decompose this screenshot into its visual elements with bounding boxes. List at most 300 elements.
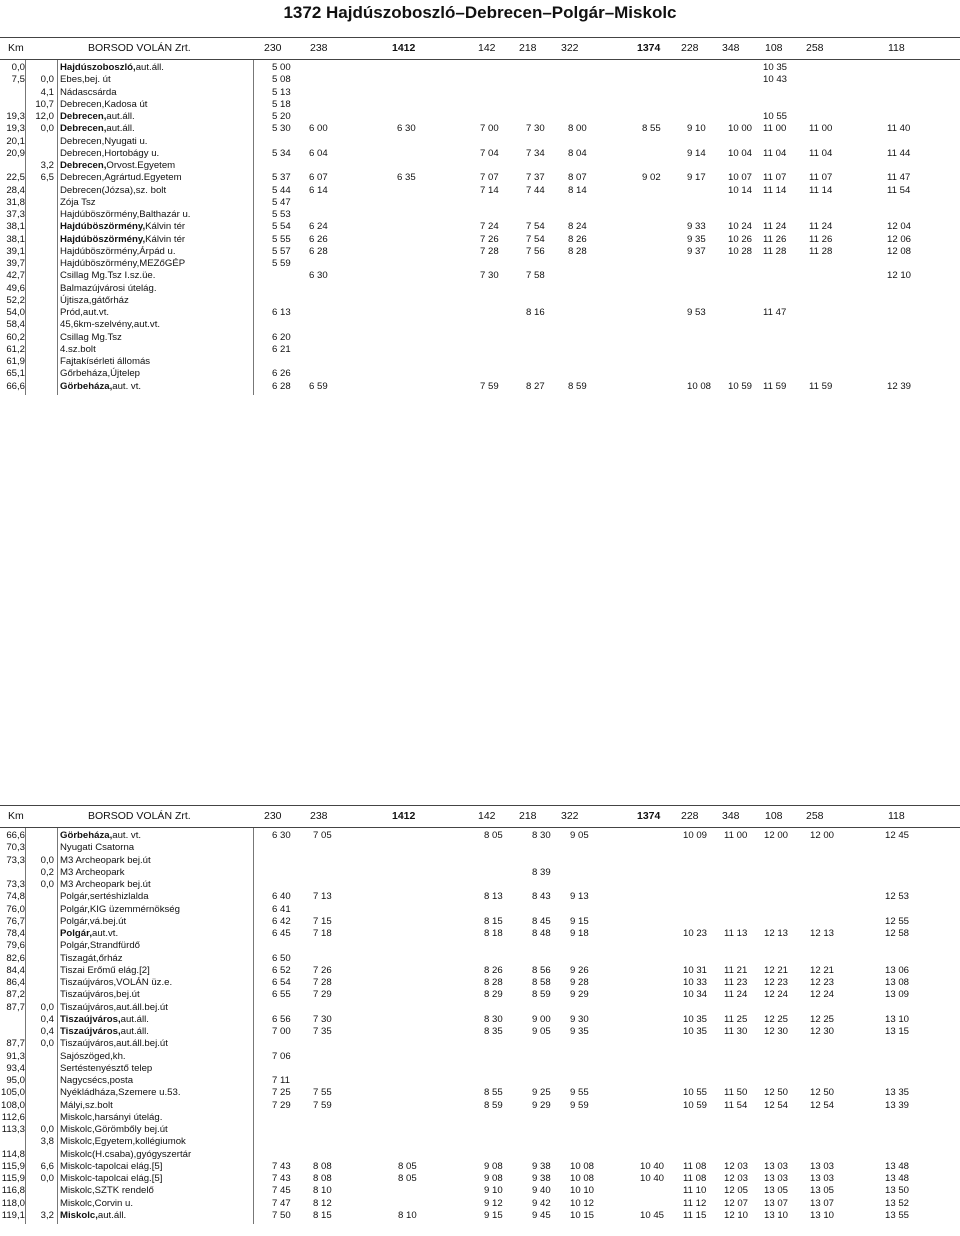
departure-time: 8 13 xyxy=(484,891,503,903)
departure-time: 9 13 xyxy=(570,891,589,903)
stop-name-main: Miskolc,SZTK rendelő xyxy=(60,1185,154,1197)
departure-time: 6 07 xyxy=(309,172,328,184)
departure-time: 11 08 xyxy=(683,1160,707,1172)
departure-time: 6 40 xyxy=(272,891,291,903)
column-divider xyxy=(25,828,26,1224)
departure-time: 10 09 xyxy=(683,830,708,841)
km-value: 115,9 xyxy=(1,1160,25,1172)
table-row xyxy=(0,1002,960,1014)
departure-time: 8 59 xyxy=(568,380,587,392)
departure-time: 10 40 xyxy=(640,1173,665,1184)
departure-time: 6 20 xyxy=(272,331,291,343)
departure-time: 7 29 xyxy=(313,989,332,1001)
departure-time: 6 04 xyxy=(309,147,328,159)
departure-time: 8 27 xyxy=(526,380,545,392)
table-row xyxy=(0,99,960,111)
departure-time: 11 24 xyxy=(763,221,787,233)
km-value: 60,2 xyxy=(6,331,25,343)
stop-name xyxy=(60,258,185,270)
column-divider xyxy=(57,60,58,395)
stop-name-main: Tiszagát,őrház xyxy=(60,952,123,964)
km-value: 70,3 xyxy=(6,842,25,854)
departure-time: 12 30 xyxy=(764,1026,789,1037)
stop-name xyxy=(60,1038,168,1050)
departure-time: 7 15 xyxy=(313,915,332,927)
departure-time: 7 28 xyxy=(480,245,499,257)
departure-time: 8 26 xyxy=(484,964,503,976)
departure-time: 8 43 xyxy=(532,891,551,903)
stop-name-main: Miskolc,Corvin u. xyxy=(60,1197,134,1209)
km-value: 39,1 xyxy=(6,245,25,257)
stop-name-main: Miskolc-tapolcai elág.[5] xyxy=(60,1160,163,1172)
departure-time: 13 10 xyxy=(885,1013,910,1025)
departure-time: 11 23 xyxy=(724,977,748,988)
departure-time: 11 40 xyxy=(887,123,911,135)
departure-time: 7 28 xyxy=(313,977,332,988)
departure-time: 9 42 xyxy=(532,1197,551,1209)
departure-time: 6 56 xyxy=(272,1013,291,1025)
departure-time: 8 18 xyxy=(484,928,503,939)
stop-name xyxy=(60,1210,126,1222)
departure-time: 7 30 xyxy=(526,123,545,135)
departure-time: 6 30 xyxy=(309,270,328,282)
table-row xyxy=(0,916,960,928)
departure-time: 10 59 xyxy=(683,1099,708,1111)
stop-name-detail: aut. vt. xyxy=(112,830,142,841)
stop-name-main: Debrecen(Józsa),sz. bolt xyxy=(60,184,167,196)
trip-number-header: 218 xyxy=(519,42,537,54)
departure-time: 9 17 xyxy=(687,172,706,184)
departure-time: 12 39 xyxy=(887,380,912,392)
stop-name xyxy=(60,953,123,965)
stop-name-detail: aut.áll. xyxy=(135,62,164,73)
stop-name xyxy=(60,319,160,331)
table-row xyxy=(0,1038,960,1050)
km-value: 116,8 xyxy=(1,1185,25,1197)
departure-time: 9 12 xyxy=(484,1197,503,1209)
stop-name-main: Debrecen, xyxy=(60,111,107,122)
stop-name xyxy=(60,1100,113,1112)
stop-name-detail: aut.áll. xyxy=(106,123,135,135)
stop-name xyxy=(60,1185,154,1197)
departure-time: 12 23 xyxy=(764,977,789,988)
trip-number-header: 322 xyxy=(561,810,579,822)
departure-time: 8 14 xyxy=(568,184,587,196)
table-body xyxy=(0,60,960,395)
departure-time: 13 52 xyxy=(885,1197,910,1209)
stop-name-main: Görbeháza, xyxy=(60,830,113,841)
table-row xyxy=(0,879,960,891)
departure-time: 9 59 xyxy=(570,1099,589,1111)
departure-time: 11 25 xyxy=(724,1013,748,1025)
km-branch-value: 0,0 xyxy=(40,1124,54,1135)
departure-time: 8 39 xyxy=(532,866,551,878)
departure-time: 10 45 xyxy=(640,1209,665,1221)
table-row xyxy=(0,867,960,879)
departure-time: 7 04 xyxy=(480,147,499,159)
stop-name xyxy=(60,1087,181,1099)
trip-number-header: 258 xyxy=(806,810,824,822)
km-value: 42,7 xyxy=(6,270,25,282)
departure-time: 9 38 xyxy=(532,1160,551,1172)
stop-name-detail: Orvost.Egyetem xyxy=(106,160,176,171)
stop-name xyxy=(60,283,157,295)
departure-time: 8 08 xyxy=(313,1173,332,1184)
trip-number-header: 322 xyxy=(561,42,579,54)
departure-time: 13 08 xyxy=(885,977,910,988)
departure-time: 6 26 xyxy=(309,233,328,245)
departure-time: 12 58 xyxy=(885,928,910,939)
departure-time: 7 58 xyxy=(526,270,545,282)
departure-time: 10 00 xyxy=(728,123,753,135)
stop-name-main: Miskolc,harsányi útelág. xyxy=(60,1111,163,1123)
stop-name xyxy=(60,855,151,867)
table-header xyxy=(0,805,960,828)
table-row xyxy=(0,185,960,197)
trip-number-header: 108 xyxy=(765,810,783,822)
stop-name xyxy=(60,209,190,221)
departure-time: 8 30 xyxy=(532,830,551,841)
column-divider xyxy=(25,60,26,395)
table-row xyxy=(0,270,960,282)
departure-time: 11 07 xyxy=(763,172,787,184)
km-value: 84,4 xyxy=(6,964,25,976)
departure-time: 8 05 xyxy=(484,830,503,841)
departure-time: 11 54 xyxy=(887,184,911,196)
stop-name-main: Nagycsécs,posta xyxy=(60,1075,134,1086)
stop-name xyxy=(60,989,140,1001)
stop-name xyxy=(60,332,122,344)
stop-name xyxy=(60,1112,162,1124)
trip-number-header: 228 xyxy=(681,42,699,54)
km-value: 87,7 xyxy=(6,1001,25,1013)
departure-time: 12 07 xyxy=(724,1197,749,1209)
stop-name-main: Gőrbeháza,Újtelep xyxy=(60,368,140,380)
departure-time: 11 04 xyxy=(809,147,833,159)
trip-number-header: 228 xyxy=(681,810,699,822)
stop-name-detail: aut.áll. xyxy=(97,1209,127,1221)
table-row xyxy=(0,1161,960,1173)
stop-name xyxy=(60,1173,162,1185)
stop-name xyxy=(60,246,176,258)
departure-time: 13 07 xyxy=(764,1197,789,1209)
departure-time: 9 40 xyxy=(532,1185,551,1197)
departure-time: 9 18 xyxy=(570,928,589,939)
departure-time: 6 00 xyxy=(309,123,328,135)
departure-time: 5 59 xyxy=(272,258,291,269)
stop-name xyxy=(60,381,141,393)
stop-name xyxy=(60,99,147,111)
departure-time: 9 29 xyxy=(570,989,589,1001)
departure-time: 6 45 xyxy=(272,928,291,939)
stop-name xyxy=(60,1136,186,1148)
departure-time: 6 42 xyxy=(272,915,291,927)
departure-time: 12 05 xyxy=(724,1185,749,1197)
stop-name-main: Sajószöged,kh. xyxy=(60,1050,126,1062)
departure-time: 10 08 xyxy=(687,380,712,392)
stop-name xyxy=(60,62,164,74)
departure-time: 11 30 xyxy=(724,1026,748,1037)
trip-number-header: 118 xyxy=(888,42,905,54)
stop-name-main: Csillag Mg.Tsz I.sz.üe. xyxy=(60,270,156,282)
departure-time: 12 03 xyxy=(724,1160,749,1172)
table-row xyxy=(0,830,960,842)
stop-name xyxy=(60,185,166,197)
departure-time: 7 14 xyxy=(480,184,499,196)
departure-time: 10 33 xyxy=(683,977,708,988)
stop-name-main: Nyékládháza,Szemere u.53. xyxy=(60,1087,181,1099)
departure-time: 6 26 xyxy=(272,368,291,380)
departure-time: 11 44 xyxy=(887,147,911,159)
km-branch-value: 0,0 xyxy=(40,879,54,890)
km-branch-value: 0,0 xyxy=(40,74,54,86)
stop-name xyxy=(60,123,135,135)
departure-time: 7 11 xyxy=(272,1075,290,1086)
km-value: 22,5 xyxy=(6,172,25,184)
trip-number-header: 238 xyxy=(310,42,328,54)
departure-time: 11 59 xyxy=(809,380,833,392)
column-divider xyxy=(253,828,254,1224)
departure-time: 6 50 xyxy=(272,952,291,964)
stop-name xyxy=(60,1063,152,1075)
table-row xyxy=(0,1087,960,1099)
departure-time: 10 08 xyxy=(570,1160,595,1172)
departure-time: 5 30 xyxy=(272,123,291,135)
table-row xyxy=(0,1075,960,1087)
departure-time: 8 35 xyxy=(484,1026,503,1037)
trip-number-header: 230 xyxy=(264,810,282,822)
departure-time: 12 25 xyxy=(764,1013,789,1025)
departure-time: 9 10 xyxy=(484,1185,503,1197)
departure-time: 8 04 xyxy=(568,147,587,159)
km-value: 49,6 xyxy=(6,282,25,294)
departure-time: 10 26 xyxy=(728,233,753,245)
departure-time: 12 04 xyxy=(887,221,912,233)
stop-name-main: Csillag Mg.Tsz xyxy=(60,331,122,343)
stop-name xyxy=(60,148,159,160)
departure-time: 5 08 xyxy=(272,74,291,86)
departure-time: 9 28 xyxy=(570,977,589,988)
departure-time: 12 13 xyxy=(764,928,789,939)
stop-name xyxy=(60,270,155,282)
departure-time: 11 26 xyxy=(763,233,787,245)
departure-time: 6 28 xyxy=(272,380,291,392)
stop-name-main: Zója Tsz xyxy=(60,196,96,208)
km-value: 65,1 xyxy=(6,368,25,380)
table-row xyxy=(0,197,960,209)
departure-time: 8 10 xyxy=(313,1185,332,1197)
departure-time: 7 26 xyxy=(313,964,332,976)
stop-name-main: Debrecen,Nyugati u. xyxy=(60,135,148,147)
table-row xyxy=(0,246,960,258)
stop-name xyxy=(60,879,151,891)
km-value: 86,4 xyxy=(6,977,25,988)
stop-name xyxy=(60,172,182,184)
departure-time: 7 34 xyxy=(526,147,545,159)
stop-name-main: Tiszaújváros,VOLÁN üz.e. xyxy=(60,977,173,988)
stop-name xyxy=(60,307,109,319)
departure-time: 10 55 xyxy=(763,111,788,122)
stop-name xyxy=(60,368,140,380)
table-row xyxy=(0,221,960,233)
km-value: 38,1 xyxy=(6,221,25,233)
departure-time: 11 24 xyxy=(724,989,748,1001)
departure-time: 9 38 xyxy=(532,1173,551,1184)
column-divider xyxy=(57,828,58,1224)
departure-time: 9 29 xyxy=(532,1099,551,1111)
departure-time: 12 00 xyxy=(764,830,789,841)
departure-time: 9 35 xyxy=(687,233,706,245)
departure-time: 11 08 xyxy=(683,1173,707,1184)
trip-number-header: 218 xyxy=(519,810,537,822)
departure-time: 12 30 xyxy=(810,1026,835,1037)
departure-time: 7 29 xyxy=(272,1099,291,1111)
stop-name-main: Miskolc(H.csaba),gyógyszertár xyxy=(60,1148,192,1160)
departure-time: 11 50 xyxy=(724,1087,748,1099)
km-header: Km xyxy=(8,42,24,54)
stop-name-main: Polgár, xyxy=(60,928,92,939)
departure-time: 10 40 xyxy=(640,1160,665,1172)
table-row xyxy=(0,1136,960,1148)
stop-name-detail: aut.áll. xyxy=(120,1026,149,1037)
page-title: 1372 Hajdúszoboszló–Debrecen–Polgár–Miskolc xyxy=(283,3,677,22)
departure-time: 9 53 xyxy=(687,307,706,318)
stop-name-main: Debrecen, xyxy=(60,160,107,171)
km-value: 87,7 xyxy=(6,1038,25,1050)
departure-time: 7 37 xyxy=(526,172,545,184)
departure-time: 11 26 xyxy=(809,233,833,245)
km-value: 74,8 xyxy=(6,891,25,903)
departure-time: 9 37 xyxy=(687,245,706,257)
departure-time: 6 24 xyxy=(309,221,328,233)
departure-time: 6 30 xyxy=(272,830,291,841)
stop-name xyxy=(60,916,126,928)
stop-name-main: Tiszaújváros,bej.út xyxy=(60,989,140,1001)
departure-time: 8 07 xyxy=(568,172,587,184)
departure-time: 5 57 xyxy=(272,245,291,257)
departure-time: 13 15 xyxy=(885,1026,910,1037)
departure-time: 13 39 xyxy=(885,1099,910,1111)
departure-time: 11 00 xyxy=(809,123,833,135)
departure-time: 7 06 xyxy=(272,1050,291,1062)
table-row xyxy=(0,1198,960,1210)
stop-name-main: 4.sz.bolt xyxy=(60,343,96,355)
table-row xyxy=(0,344,960,356)
stop-name xyxy=(60,867,125,879)
km-branch-value: 3,2 xyxy=(40,160,54,171)
stop-name xyxy=(60,1161,162,1173)
departure-time: 13 35 xyxy=(885,1087,910,1099)
stop-name-main: Ebes,bej. út xyxy=(60,74,111,86)
stop-name-detail: Kálvin tér xyxy=(145,233,186,245)
table-row xyxy=(0,977,960,989)
stop-name-main: Fajtakísérleti állomás xyxy=(60,356,151,367)
departure-time: 6 21 xyxy=(272,343,291,355)
km-branch-value: 6,5 xyxy=(40,172,54,184)
km-value: 20,9 xyxy=(6,147,25,159)
stop-name-main: Nádascsárda xyxy=(60,86,117,98)
km-branch-value: 0,0 xyxy=(40,1173,54,1184)
km-header: Km xyxy=(8,810,24,822)
departure-time: 11 04 xyxy=(763,147,787,159)
km-branch-value: 0,0 xyxy=(40,1038,54,1050)
table-row xyxy=(0,319,960,331)
departure-time: 11 47 xyxy=(763,307,787,318)
stop-name-main: Debrecen, xyxy=(60,123,107,135)
stop-name-main: Polgár,vá.bej.út xyxy=(60,915,127,927)
departure-time: 7 59 xyxy=(480,380,499,392)
stop-name-main: Sertéstenyésztő telep xyxy=(60,1062,153,1074)
departure-time: 13 06 xyxy=(885,964,910,976)
stop-name-detail: aut.vt. xyxy=(92,928,119,939)
stop-name-main: Tiszaújváros, xyxy=(60,1026,121,1037)
departure-time: 10 24 xyxy=(728,221,753,233)
departure-time: 7 45 xyxy=(272,1185,291,1197)
departure-time: 9 05 xyxy=(570,830,589,841)
departure-time: 12 06 xyxy=(887,233,912,245)
km-branch-value: 4,1 xyxy=(40,86,54,98)
km-value: 76,7 xyxy=(6,915,25,927)
departure-time: 7 24 xyxy=(480,221,499,233)
trip-number-header: 1374 xyxy=(637,42,661,54)
departure-time: 9 02 xyxy=(642,172,661,184)
departure-time: 8 28 xyxy=(568,245,587,257)
departure-time: 9 26 xyxy=(570,964,589,976)
table-row xyxy=(0,123,960,135)
table-row xyxy=(0,258,960,270)
departure-time: 9 14 xyxy=(687,147,706,159)
table-row xyxy=(0,136,960,148)
table-row xyxy=(0,1124,960,1136)
departure-time: 11 00 xyxy=(724,830,748,841)
km-value: 54,0 xyxy=(6,307,25,318)
departure-time: 7 30 xyxy=(480,270,499,282)
km-value: 66,6 xyxy=(6,380,25,392)
departure-time: 8 05 xyxy=(398,1173,417,1184)
trip-number-header: 348 xyxy=(722,42,740,54)
km-value: 39,7 xyxy=(6,258,25,269)
stop-name-main: Miskolc, xyxy=(60,1209,98,1221)
departure-time: 7 26 xyxy=(480,233,499,245)
departure-time: 11 10 xyxy=(683,1185,707,1197)
departure-time: 7 59 xyxy=(313,1099,332,1111)
departure-time: 12 24 xyxy=(810,989,835,1001)
stop-name-main: Debrecen,Agrártud.Egyetem xyxy=(60,172,182,184)
table-row xyxy=(0,87,960,99)
column-divider xyxy=(253,60,254,395)
table-row xyxy=(0,295,960,307)
table-row xyxy=(0,172,960,184)
departure-time: 12 24 xyxy=(764,989,789,1001)
stop-name xyxy=(60,1198,133,1210)
departure-time: 12 54 xyxy=(764,1099,789,1111)
departure-time: 11 00 xyxy=(763,123,787,135)
stop-name xyxy=(60,111,135,123)
departure-time: 12 50 xyxy=(764,1087,789,1099)
departure-time: 9 25 xyxy=(532,1087,551,1099)
km-branch-value: 3,2 xyxy=(40,1209,54,1221)
departure-time: 12 54 xyxy=(810,1099,835,1111)
trip-number-header: 1374 xyxy=(637,810,661,822)
departure-time: 10 43 xyxy=(763,74,788,86)
km-value: 19,3 xyxy=(6,111,25,122)
table-row xyxy=(0,1149,960,1161)
departure-time: 8 05 xyxy=(398,1160,417,1172)
departure-time: 8 55 xyxy=(484,1087,503,1099)
stop-name xyxy=(60,1051,126,1063)
departure-time: 7 44 xyxy=(526,184,545,196)
departure-time: 11 12 xyxy=(683,1197,707,1209)
